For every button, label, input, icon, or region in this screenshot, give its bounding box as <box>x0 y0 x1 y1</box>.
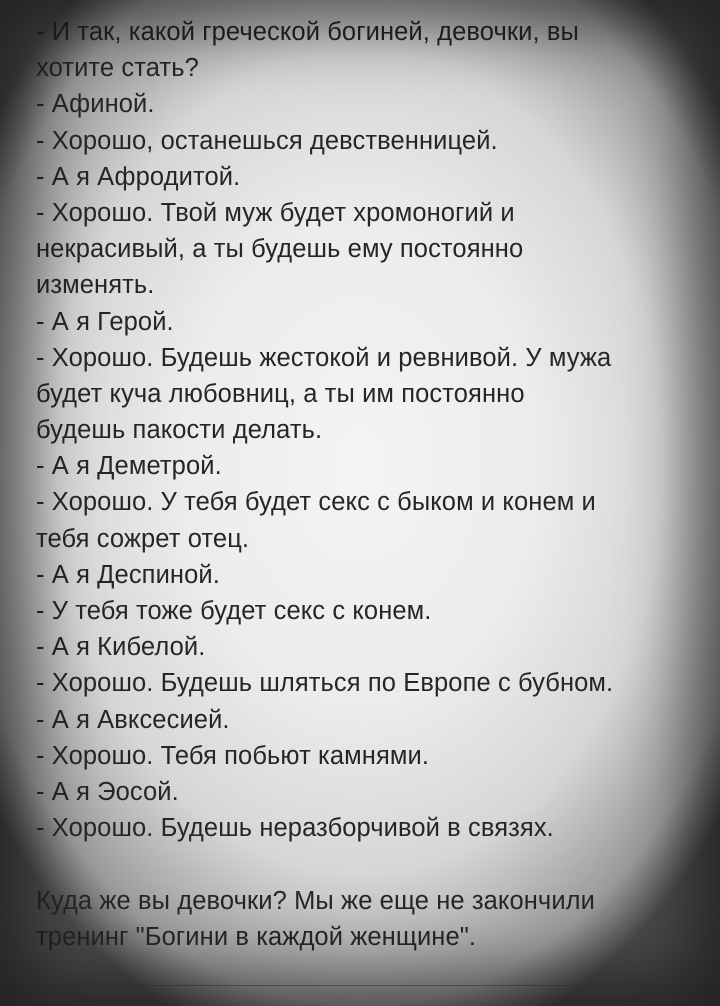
dialogue-line: изменять. <box>36 271 155 300</box>
dialogue-line: - А я Деспиной. <box>36 560 220 589</box>
dialogue-line: некрасивый, а ты будешь ему постоянно <box>36 235 524 264</box>
dialogue-line: - Хорошо. Будешь неразборчивой в связях. <box>36 814 554 843</box>
dialogue-line: - Хорошо. Тебя побьют камнями. <box>36 741 430 770</box>
dialogue-line: - А я Авксесией. <box>36 705 230 734</box>
dialogue-line: - Хорошо. Будешь шляться по Европе с бубном. <box>36 669 614 698</box>
dialogue-line: - Хорошо. Будешь жестокой и ревнивой. У мужа <box>36 343 612 372</box>
dialogue-line: - А я Кибелой. <box>36 633 206 662</box>
closing-line: Куда же вы девочки? Мы же еще не закончили <box>36 886 595 915</box>
dialogue-line: хотите стать? <box>36 54 199 83</box>
dialogue-line: будешь пакости делать. <box>36 416 323 445</box>
joke-text <box>36 14 696 955</box>
bottom-divider <box>0 985 720 986</box>
dialogue-line: тебя сожрет отец. <box>36 524 250 553</box>
dialogue-line: - А я Деметрой. <box>36 452 222 481</box>
dialogue-line: - А я Афродитой. <box>36 162 241 191</box>
dialogue-line: - А я Герой. <box>36 307 174 336</box>
closing-line: тренинг "Богини в каждой женщине". <box>36 922 477 951</box>
dialogue-line: - Хорошо. Твой муж будет хромоногий и <box>36 198 515 227</box>
dialogue-line: - У тебя тоже будет секс с конем. <box>36 597 432 625</box>
dialogue-line: - А я Эосой. <box>36 777 179 806</box>
dialogue-line: будет куча любовниц, а ты им постоянно <box>36 379 525 408</box>
dialogue-line: - Афиной. <box>36 90 155 119</box>
paragraph-spacer <box>36 846 696 882</box>
dialogue-line: - И так, какой греческой богиней, девочки, вы <box>36 18 579 46</box>
dialogue-line: - Хорошо, останешься девственницей. <box>36 126 498 155</box>
dialogue-line: - Хорошо. У тебя будет секс с быком и конем и <box>36 488 596 517</box>
